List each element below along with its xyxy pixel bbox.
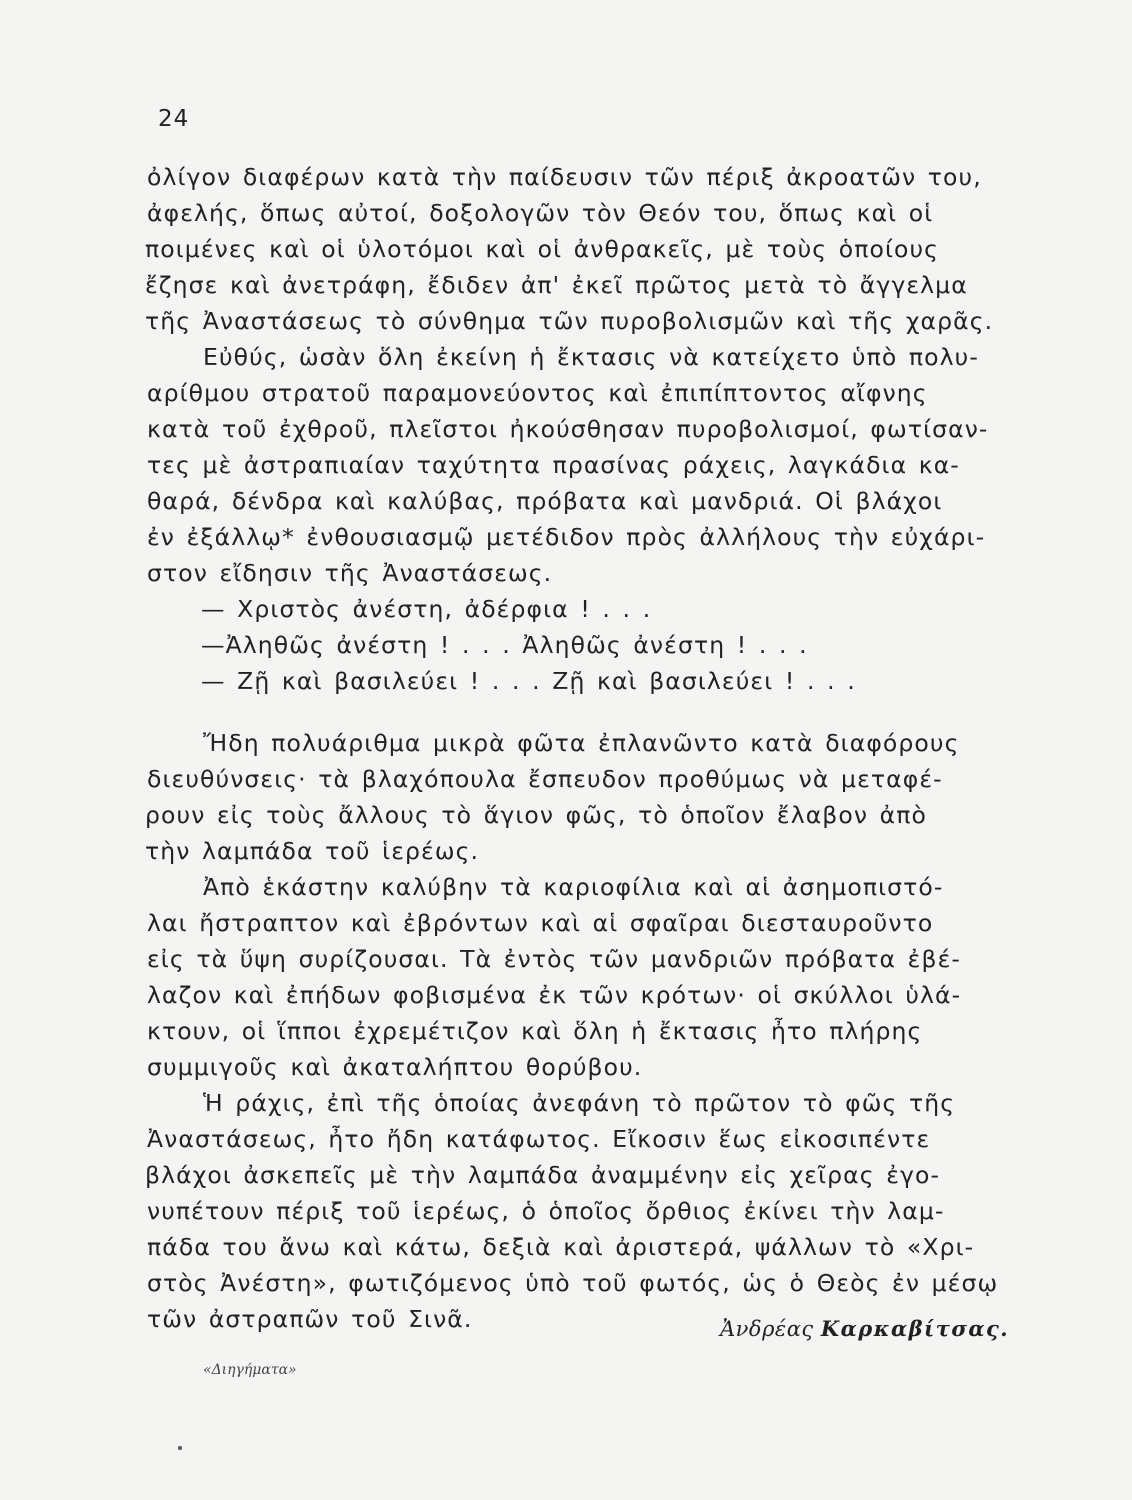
source-note: «Διηγήματα» (203, 1362, 297, 1378)
text-line: κτουν, οἱ ἵπποι ἐχρεμέτιζον καὶ ὅλη ἡ ἔκτασις ἦτο πλήρης (147, 1017, 923, 1045)
text-line: ρουν εἰς τοὺς ἄλλους τὸ ἅγιον φῶς, τὸ ὁποῖον ἔλαβον ἀπὸ (145, 801, 927, 829)
text-line: τες μὲ ἀστραπιαίαν ταχύτητα πρασίνας ράχεις, λαγκάδια κα- (147, 451, 960, 479)
text-line: βλάχοι ἀσκεπεῖς μὲ τὴν λαμπάδα ἀναμμένην εἰς χεῖρας ἐγο- (145, 1161, 941, 1189)
text-line: στὸς Ἀνέστη», φωτιζόμενος ὑπὸ τοῦ φωτός, ὡς ὁ Θεὸς ἐν μέσῳ (147, 1269, 999, 1297)
text-line: νυπέτουν πέριξ τοῦ ἱερέως, ὁ ὁποῖος ὄρθιος ἐκίνει τὴν λαμ- (147, 1197, 945, 1225)
author-last-name: Καρκαβίτσας. (820, 1316, 1010, 1341)
author-signature (720, 1316, 1009, 1341)
text-line: διευθύνσεις· τὰ βλαχόπουλα ἔσπευδον προθύμως νὰ μεταφέ- (147, 765, 943, 793)
text-line: ποιμένες καὶ οἱ ὑλοτόμοι καὶ οἱ ἀνθρακεῖς, μὲ τοὺς ὁποίους (145, 235, 940, 263)
text-line: τὴν λαμπάδα τοῦ ἱερέως. (145, 837, 480, 865)
page-number: 24 (158, 106, 190, 132)
text-line: ἐν ἐξάλλῳ* ἐνθουσιασμῷ μετέδιδον πρὸς ἀλλήλους τὴν εὐχάρι- (147, 523, 986, 551)
text-line: Ἡ ράχις, ἐπὶ τῆς ὁποίας ἀνεφάνη τὸ πρῶτον τὸ φῶς τῆς (203, 1089, 956, 1117)
text-line: ἀφελής, ὅπως αὐτοί, δοξολογῶν τὸν Θεόν του, ὅπως καὶ οἱ (147, 199, 934, 227)
ink-speck (178, 1446, 182, 1450)
dialogue-line: —Ἀληθῶς ἀνέστη ! . . . Ἀληθῶς ἀνέστη ! . . . (201, 631, 808, 659)
dialogue-line: — Ζῇ καὶ βασιλεύει ! . . . Ζῇ καὶ βασιλεύει ! . . . (201, 667, 856, 695)
text-line: Ἤδη πολυάριθμα μικρὰ φῶτα ἐπλανῶντο κατὰ διαφόρους (203, 729, 960, 757)
text-line: συμμιγοῦς καὶ ἀκαταλήπτου θορύβου. (147, 1053, 643, 1081)
text-line: ὀλίγον διαφέρων κατὰ τὴν παίδευσιν τῶν πέριξ ἀκροατῶν του, (147, 163, 982, 191)
text-line: λαι ἤστραπτον καὶ ἐβρόντων καὶ αἱ σφαῖραι διεσταυροῦντο (147, 909, 934, 937)
dialogue-line: — Χριστὸς ἀνέστη, ἀδέρφια ! . . . (201, 595, 652, 623)
text-line: αρίθμου στρατοῦ παραμονεύοντος καὶ ἐπιπίπτοντος αἴφνης (147, 379, 928, 407)
text-line: ἔζησε καὶ ἀνετράφη, ἔδιδεν ἀπ' ἐκεῖ πρῶτος μετὰ τὸ ἄγγελμα (145, 271, 968, 299)
text-line: Ἀναστάσεως, ἦτο ἤδη κατάφωτος. Εἴκοσιν ἕως εἰκοσιπέντε (147, 1125, 931, 1153)
text-line: Εὐθύς, ὡσὰν ὅλη ἐκείνη ἡ ἔκτασις νὰ κατείχετο ὑπὸ πολυ- (203, 343, 979, 371)
text-line: θαρά, δένδρα καὶ καλύβας, πρόβατα καὶ μανδριά. Οἱ βλάχοι (147, 487, 943, 515)
text-line: κατὰ τοῦ ἐχθροῦ, πλεῖστοι ἠκούσθησαν πυροβολισμοί, φωτίσαν- (147, 415, 989, 443)
text-line: Ἀπὸ ἑκάστην καλύβην τὰ καριοφίλια καὶ αἱ ἀσημοπιστό- (203, 873, 944, 901)
text-line: λαζον καὶ ἐπήδων φοβισμένα ἐκ τῶν κρότων· οἱ σκύλλοι ὑλά- (147, 981, 962, 1009)
author-first-name: Ἀνδρέας (720, 1317, 814, 1341)
text-line: εἰς τὰ ὕψη συρίζουσαι. Τὰ ἐντὸς τῶν μανδριῶν πρόβατα ἐβέ- (147, 945, 961, 973)
text-line: στον εἴδησιν τῆς Ἀναστάσεως. (147, 559, 553, 587)
text-line: τῶν ἀστραπῶν τοῦ Σινᾶ. (147, 1305, 473, 1333)
text-line: τῆς Ἀναστάσεως τὸ σύνθημα τῶν πυροβολισμῶν καὶ τῆς χαρᾶς. (145, 307, 994, 335)
text-line: πάδα του ἄνω καὶ κάτω, δεξιὰ καὶ ἀριστερά, ψάλλων τὸ «Χρι- (147, 1233, 975, 1261)
